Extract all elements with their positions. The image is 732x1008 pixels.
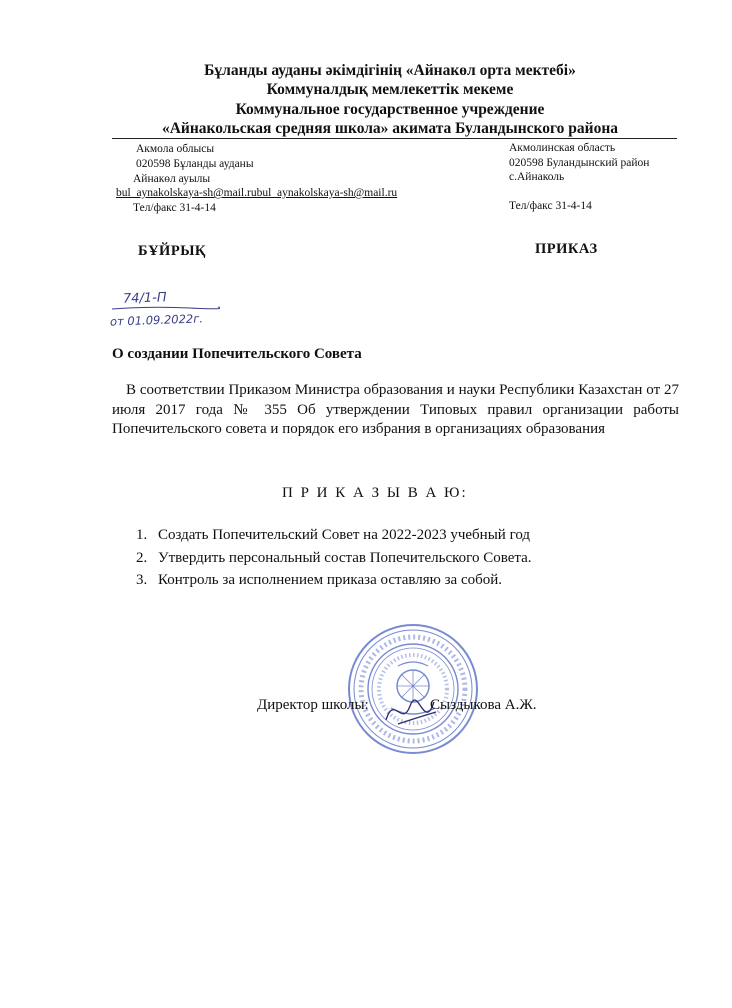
list-item-number: 1. (136, 527, 148, 543)
left-village: Айнакөл ауылы (133, 173, 211, 185)
list-item-text: Утвердить персональный состав Попечительского Совета. (158, 549, 532, 566)
right-phone: Тел/факс 31-4-14 (509, 200, 592, 212)
signature-name: Сыздыкова А.Ж. (430, 697, 537, 713)
list-item-number: 2. (136, 549, 148, 566)
left-email: bul_aynakolskaya-sh@mail.rubul_aynakolskaya-sh@mail.ru (116, 187, 398, 199)
signature-label: Директор школы: (257, 697, 369, 713)
doc-type-russian: ПРИКАЗ (535, 241, 598, 257)
orders-heading: П Р И К А З Ы В А Ю: (282, 485, 468, 501)
header-line-4: «Айнакольская средняя школа» акимата Буландынского района (161, 120, 618, 137)
list-item (136, 547, 532, 570)
header-rule (112, 138, 677, 139)
right-village: с.Айнаколь (509, 171, 565, 183)
header-line-2: Коммуналдық мемлекеттік мекеме (266, 81, 514, 98)
list-item-number: 3. (136, 572, 148, 588)
registration-number: 74/1-П (122, 290, 167, 307)
right-postal: 020598 Буландынский район (509, 157, 650, 169)
list-item-text: Создать Попечительский Совет на 2022-2023 учебный год (158, 527, 531, 543)
left-phone: Тел/факс 31-4-14 (133, 202, 216, 214)
order-items-list (136, 524, 532, 592)
doc-type-kazakh: БҰЙРЫҚ (138, 243, 206, 259)
preamble-paragraph: В соответствии Приказом Министра образования и науки Республики Казахстан от 27 июля 2017 года № 355 Об утверждении Типовых правил организации работы Попечительского совета и порядок его избрания в организациях образования (112, 382, 679, 438)
right-region: Акмолинская область (509, 142, 616, 154)
header-line-3: Коммунальное государственное учреждение (235, 101, 545, 118)
left-postal: 020598 Бұланды ауданы (136, 158, 254, 170)
registration-underline (110, 303, 220, 313)
header-line-1: Бұланды ауданы әкімдігінің «Айнакөл орта мектебі» (204, 62, 576, 79)
list-item-text: Контроль за исполнением приказа оставляю за собой. (158, 572, 503, 588)
registration-date: от 01.09.2022г. (109, 311, 204, 329)
list-item (136, 569, 532, 592)
list-item (136, 524, 532, 547)
left-region: Акмола облысы (136, 143, 215, 155)
order-heading: О создании Попечительского Совета (112, 346, 362, 362)
